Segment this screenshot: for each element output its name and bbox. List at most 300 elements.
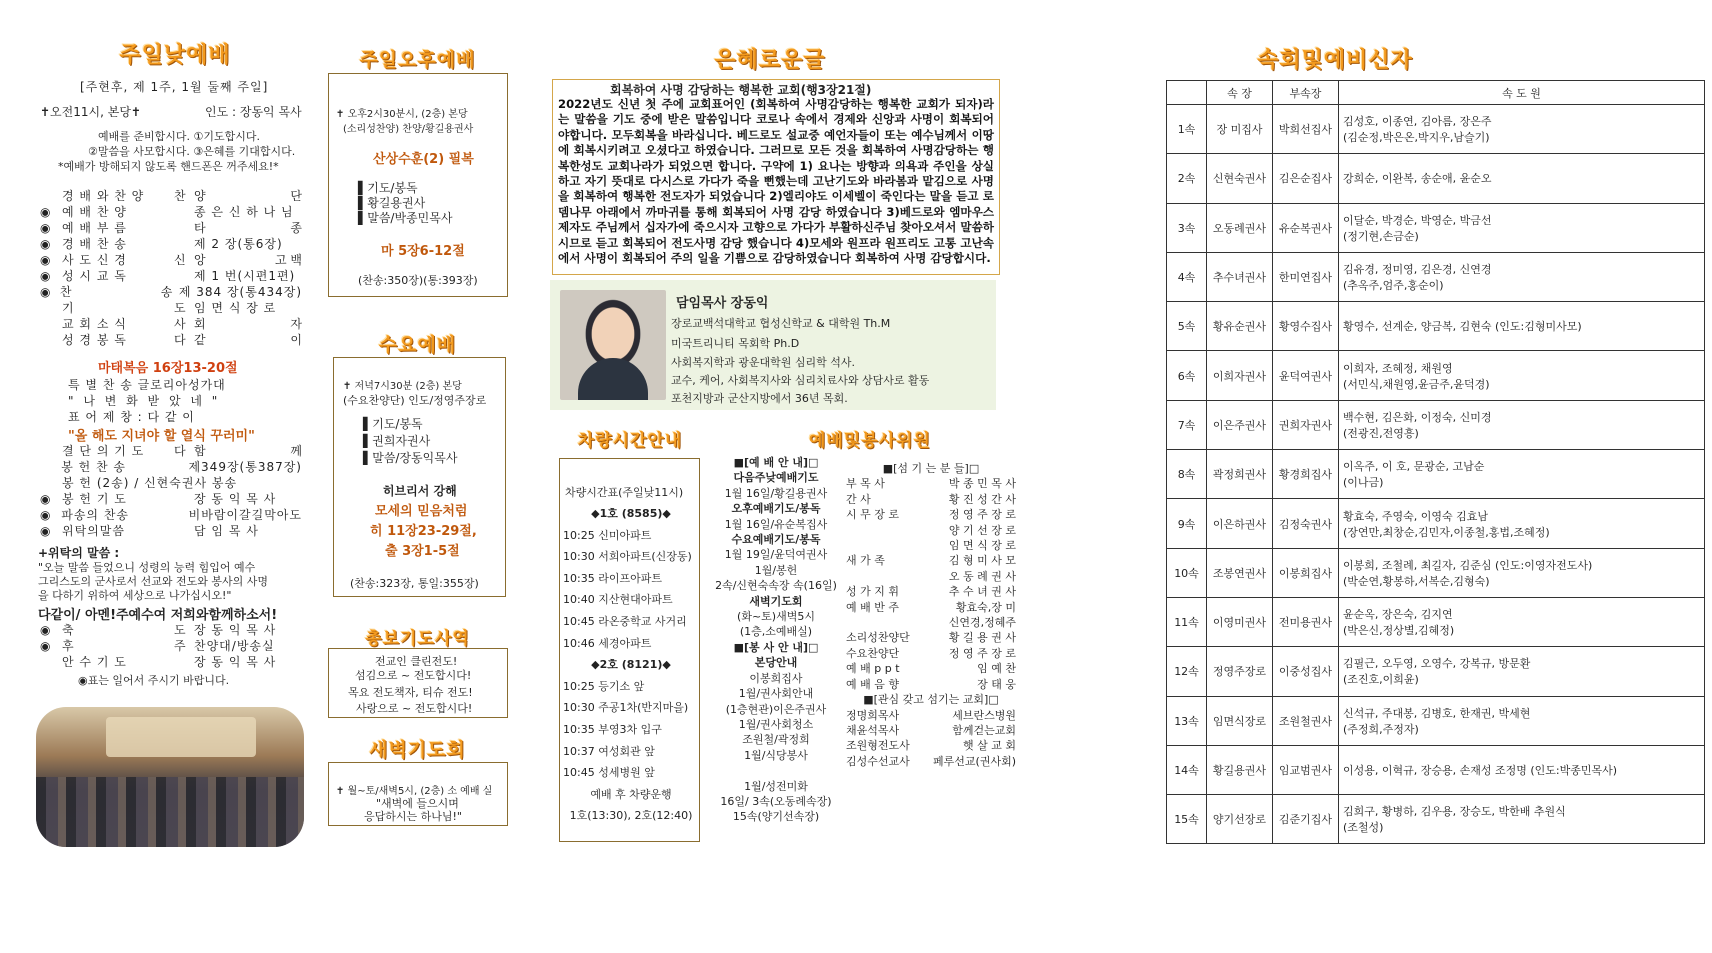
commission-line-1: "오늘 말씀 들었으니 성령의 능력 힘입어 예수	[38, 561, 256, 574]
order-sep	[174, 268, 194, 284]
cell-subleader: 황경희집사	[1273, 450, 1339, 499]
cell-members: 이봉희, 조철례, 최길자, 김준심 (인도:이영자전도사) (박순연,황봉하,서복순,김형숙)	[1339, 548, 1705, 597]
cell-subleader: 윤덕여권사	[1273, 351, 1339, 400]
service-guide-line: 1월/성전미화	[744, 779, 808, 793]
order-sep	[174, 204, 194, 220]
dawn-line-1: "새벽에 들으시며	[376, 797, 459, 810]
order-item: 축	[62, 623, 75, 637]
cell-leader: 황유순권사	[1207, 302, 1273, 351]
grace-title: 은혜로운글	[714, 48, 826, 73]
order-person: 제 1 번(시편1편)	[194, 269, 296, 283]
service-guide-line: 본당안내	[754, 656, 798, 670]
order-tail: 단	[290, 189, 302, 203]
staff-role: 간 사	[846, 492, 871, 506]
response: 다같이/ 아멘!주예수여 저희와함께하소서!	[38, 608, 278, 623]
cell-members: 윤순옥, 장은숙, 김지연 (박은신,정상별,김혜정)	[1339, 597, 1705, 646]
staff-role: 소리성찬양단	[846, 631, 910, 645]
order-person: 양	[194, 189, 207, 203]
staff-role: 예 배 반 주	[846, 600, 899, 614]
cell-members: 황효숙, 주영숙, 이영숙 김효남 (장연만,최창순,김민자,이종철,홍법,조혜정)	[1339, 499, 1705, 548]
table-row	[1167, 105, 1705, 154]
bus-stop: 10:35 부영3차 입구	[563, 722, 662, 736]
table-row	[1167, 499, 1705, 548]
order-item: 경 배 와 찬 양	[62, 189, 145, 203]
order-mark	[40, 300, 62, 316]
staff-row	[846, 708, 1016, 723]
commission-line-2: 그리스도의 군사로서 선교와 전도와 봉사의 사명	[38, 575, 269, 588]
order-row	[40, 284, 302, 300]
order-person: 담 임 목 사	[194, 524, 259, 538]
service-guide-line: 1월/식당봉사	[744, 748, 808, 762]
staff-row	[846, 600, 1016, 631]
order-item: 결 단 의 기 도	[62, 444, 145, 458]
staff-name: 햇 살 교 회	[963, 739, 1016, 753]
order-tail: 종	[290, 221, 302, 235]
cell-subleader: 이봉희집사	[1273, 548, 1339, 597]
cell-members: 신석규, 주대봉, 김병호, 한재권, 박세현 (주정희,주정자)	[1339, 696, 1705, 745]
cell-subleader: 권희자권사	[1273, 400, 1339, 449]
order-person: 타	[194, 221, 207, 235]
service-guide	[712, 455, 840, 825]
service-time: ✝오전11시, 본당✝	[40, 105, 141, 119]
evan-line-2: 섬김으로 ~ 전도합시다!	[355, 669, 472, 682]
order-tail: 께	[290, 444, 302, 458]
order-mark	[40, 443, 62, 459]
order-sep	[174, 491, 194, 507]
service-guide-line: 다음주낮예배기도	[733, 471, 819, 485]
table-row	[1167, 597, 1705, 646]
special-song: 특 별 찬 송 글로리아성가대	[68, 378, 226, 392]
order-row	[40, 332, 302, 348]
order-sep	[169, 459, 188, 475]
grace-heading: 회복하여 사명 감당하는 행복한 교회(행3장21절)	[610, 83, 872, 97]
cell-leader: 신현숙권사	[1207, 154, 1273, 203]
table-row	[1167, 400, 1705, 449]
order-row	[40, 268, 302, 284]
cell-leader: 오동례권사	[1207, 203, 1273, 252]
bus-stop: 10:46 세경아파트	[563, 636, 652, 650]
pm-item-1: ▌기도/봉독	[358, 181, 418, 195]
order-sep: 다	[174, 444, 186, 458]
cell-members: 김희구, 황병하, 김우용, 장승도, 박한배 추원식 (조철성)	[1339, 795, 1705, 844]
service-guide-line: (화~토)새벽5시	[737, 610, 815, 624]
bus-stop: 10:30 서희아파트(신장동)	[563, 550, 692, 564]
order-item: 안 수 기 도	[62, 655, 127, 669]
order-item: 봉 헌 (2송) / 신현숙권사 봉송	[62, 476, 238, 490]
table-row	[1167, 252, 1705, 301]
order-sep: 신	[174, 253, 186, 267]
prep-line-3: *예배가 방해되지 않도록 핸드폰은 꺼주세요!*	[58, 160, 279, 173]
order-sep	[174, 475, 194, 491]
order-item: 찬	[59, 285, 73, 299]
service-guide-line: 16일/ 3속(오동례속장)	[720, 794, 832, 808]
motto-label: 표 어 제 창 : 다 같 이	[68, 410, 195, 424]
service-guide-line: 1월 16일/유순복집사	[724, 517, 828, 531]
table-row	[1167, 795, 1705, 844]
order-row	[40, 523, 302, 539]
order-person: 회	[194, 317, 207, 331]
order-person: 제 384 장(통434장)	[178, 285, 302, 299]
service-guide-line: 2속/신현숙속장 속(16일)	[715, 579, 837, 593]
staff-name: 페루선교(권사회)	[933, 754, 1016, 768]
staff-name: 함께걷는교회	[952, 723, 1016, 737]
cell-no: 10속	[1167, 548, 1207, 597]
cell-no: 14속	[1167, 745, 1207, 794]
order-mark: ◉	[40, 524, 51, 538]
bus-stop: 10:37 여성회관 앞	[563, 744, 655, 758]
order-tail: 고 백	[275, 253, 302, 267]
order-person: 제 2 장(통6장)	[194, 237, 283, 251]
cell-leader: 이은주권사	[1207, 400, 1273, 449]
staff-row	[846, 754, 1016, 769]
motto: "올 해도 지녀야 할 열식 꾸러미"	[68, 429, 255, 444]
service-guide-line: 조원철/곽정희	[742, 733, 810, 747]
staff-role: 조원형전도사	[846, 739, 910, 753]
order-item: 기	[62, 301, 75, 315]
order-row	[40, 507, 302, 523]
worship-order-2	[40, 443, 302, 539]
congregation-photo	[36, 707, 304, 847]
pm-time: ✝ 오후2시30분시, (2층) 본당	[336, 109, 468, 120]
order-person: 장 동 익 목 사	[194, 623, 277, 637]
evangelism-title: 총보기도사역	[365, 629, 470, 649]
cell-group-title: 속회및예비신자	[1257, 48, 1413, 73]
cell-leader: 임면식장로	[1207, 696, 1273, 745]
order-row	[40, 654, 302, 670]
staff-name: 박 종 민 목 사	[948, 477, 1016, 491]
cell-subleader: 임교범권사	[1273, 745, 1339, 794]
wed-hymn: (찬송:323장, 통일:355장)	[350, 577, 479, 590]
cell-members: 이성용, 이혁규, 장승용, 손재성 조정명 (인도:박종민목사)	[1339, 745, 1705, 794]
order-item: 후	[62, 639, 75, 653]
staff-role: 정명희목사	[846, 708, 900, 722]
cell-no: 9속	[1167, 499, 1207, 548]
bus-stop: 10:35 라이프아파트	[563, 571, 662, 585]
order-person: 제349장(통387장)	[188, 460, 302, 474]
header-leader: 속 장	[1207, 81, 1273, 105]
cell-group-table	[1166, 80, 1705, 844]
service-guide-line: ■[봉 사 안 내]□	[733, 640, 819, 654]
cell-subleader: 박희선집사	[1273, 105, 1339, 154]
order-row	[40, 188, 302, 204]
cell-leader: 장 미집사	[1207, 105, 1273, 154]
bus-header: 차량시간표(주일낮11시)	[565, 486, 684, 499]
cell-leader: 양기선장로	[1207, 795, 1273, 844]
pm-leader: (소리성찬양) 찬양/황길용권사	[343, 124, 474, 135]
pastor-line-1: 장로교백석대학교 협성신학교 & 대학원 Th.M	[671, 317, 891, 330]
order-sep	[174, 654, 194, 670]
order-row	[40, 204, 302, 220]
order-item: 사 도 신 경	[62, 253, 127, 267]
cell-subleader: 김준기집사	[1273, 795, 1339, 844]
cell-no: 3속	[1167, 203, 1207, 252]
order-sep: 다	[174, 333, 186, 347]
bus-title: 차량시간안내	[577, 431, 683, 451]
header-members: 속 도 원	[1339, 81, 1705, 105]
order-sep	[174, 523, 194, 539]
cell-subleader: 전미용권사	[1273, 597, 1339, 646]
order-mark	[40, 188, 62, 204]
order-sep	[174, 220, 194, 236]
bus-stop: 10:45 성세병원 앞	[563, 766, 655, 780]
cell-no: 1속	[1167, 105, 1207, 154]
order-person	[194, 475, 302, 491]
order-sep: 주	[174, 639, 186, 653]
bus-stop: 예배 후 차량운행	[590, 787, 672, 801]
staff-row	[846, 584, 1016, 599]
staff-role: 예 배 음 향	[846, 677, 899, 691]
order-mark: ◉	[40, 639, 51, 653]
table-row	[1167, 203, 1705, 252]
cell-members: 백수현, 김은화, 이정숙, 신미경 (전광진,전영흥)	[1339, 400, 1705, 449]
commission-label: +위탁의 말씀 :	[38, 546, 120, 560]
cell-leader: 황길용권사	[1207, 745, 1273, 794]
staff-name: 임 예 찬	[977, 662, 1016, 676]
service-guide-line: (1층현관)이은주권사	[725, 702, 827, 716]
staff-role: 예 배 p p t	[846, 662, 900, 676]
evan-line-1: 전교인 클린전도!	[375, 655, 458, 668]
staff-row	[846, 692, 1016, 707]
order-item: 교 회 소 식	[62, 317, 127, 331]
order-item: 경 배 찬 송	[62, 237, 127, 251]
order-sep: 도	[174, 301, 186, 315]
order-row	[40, 316, 302, 332]
cell-members: 이달순, 박경순, 박영순, 박금선 (정기현,손금순)	[1339, 203, 1705, 252]
header-subleader: 부속장	[1273, 81, 1339, 105]
cell-no: 2속	[1167, 154, 1207, 203]
service-guide-line: 오후예배기도/봉독	[731, 502, 821, 516]
pm-hymn: (찬송:350장)(통:393장)	[358, 274, 478, 287]
staff-row	[846, 661, 1016, 676]
order-person: 찬양대/방송실	[194, 639, 275, 653]
pm-item-3: ▌말씀/박종민목사	[358, 211, 453, 225]
service-leader: 인도 : 장동익 목사	[205, 105, 302, 119]
staff-name: 세브란스병원	[952, 708, 1016, 722]
table-row	[1167, 302, 1705, 351]
bus-stop: 1호(13:30), 2호(12:40)	[569, 809, 693, 823]
cell-subleader: 김정숙권사	[1273, 499, 1339, 548]
staff-role: 김성수선교사	[846, 754, 910, 768]
wed-item-3: ▌말씀/장동익목사	[363, 451, 458, 465]
cell-no: 13속	[1167, 696, 1207, 745]
cell-leader: 이영미권사	[1207, 597, 1273, 646]
service-guide-line: (1층,소예배실)	[739, 625, 813, 639]
bus-schedule	[563, 503, 699, 827]
order-mark	[40, 475, 62, 491]
staff-role: 부 목 사	[846, 477, 885, 491]
table-row	[1167, 745, 1705, 794]
order-person: 앙	[194, 253, 207, 267]
service-guide-line: 1월/봉헌	[754, 563, 798, 577]
staff-name: 정 영 주 장 로 양 기 선 장 로 임 면 식 장 로	[948, 508, 1016, 553]
order-tail: 이	[290, 333, 302, 347]
cell-members: 강희순, 이완복, 송순애, 윤순오	[1339, 154, 1705, 203]
order-item: 봉 헌 기 도	[62, 492, 127, 506]
cell-no: 11속	[1167, 597, 1207, 646]
order-mark: ◉	[40, 269, 51, 283]
order-row	[40, 300, 302, 316]
order-row	[40, 252, 302, 268]
staff-role: 성 가 지 휘	[846, 585, 899, 599]
bus-stop: 10:25 등기소 앞	[563, 679, 645, 693]
worship-order	[40, 188, 302, 348]
service-staff-title: 예배및봉사위원	[809, 431, 931, 451]
staff-name: 황효숙,장 미 신연경,정혜주	[948, 600, 1016, 630]
service-guide-line: 이봉희집사	[749, 671, 803, 685]
wed-scripture-2: 출 3장1-5절	[385, 544, 460, 559]
order-item: 예 배 부 름	[62, 221, 127, 235]
order-row	[40, 491, 302, 507]
order-mark: ◉	[40, 205, 51, 219]
scripture: 마태복음 16장13-20절	[98, 361, 238, 376]
order-mark	[40, 459, 61, 475]
staff-role: 새 가 족	[846, 554, 885, 568]
staff-row	[846, 461, 1016, 476]
staff-row	[846, 677, 1016, 692]
order-person: 비바람이갈길막아도	[188, 508, 302, 522]
order-mark: ◉	[40, 508, 51, 522]
bus-stop: 10:45 라온중학교 사거리	[563, 614, 687, 628]
staff-name: 장 태 웅	[977, 677, 1016, 691]
wed-leader: (수요찬양단) 인도/정영주장로	[343, 394, 487, 407]
order-person: 장 동 익 목 사	[194, 492, 277, 506]
dawn-prayer-title: 새벽기도회	[369, 739, 466, 761]
stand-note: ◉표는 일어서 주시기 바랍니다.	[78, 674, 230, 687]
order-person: 함	[194, 444, 207, 458]
service-guide-line: 새벽기도회	[749, 594, 803, 608]
staff-role: ■[섬 기 는 분 들]□	[882, 462, 980, 475]
bus-stop: 10:30 주공1차(반지마을)	[563, 701, 689, 715]
staff-row	[846, 492, 1016, 507]
order-sep	[169, 507, 188, 523]
order-tail: 자	[290, 317, 302, 331]
prep-line-1: 예배를 준비합시다. ①기도합시다.	[98, 130, 260, 143]
staff-role: 수요찬양단	[846, 646, 900, 660]
evan-line-4: 사랑으로 ~ 전도합시다!	[356, 702, 473, 715]
cell-leader: 정영주장로	[1207, 647, 1273, 696]
sunday-service-title: 주일낮예배	[119, 43, 231, 68]
pm-scripture: 마 5장6-12절	[381, 244, 465, 259]
cell-subleader: 황영수집사	[1273, 302, 1339, 351]
order-sep: 도	[174, 623, 186, 637]
staff-row	[846, 630, 1016, 645]
staff-row	[846, 738, 1016, 753]
staff-name: 황 진 성 간 사	[948, 492, 1016, 506]
order-mark	[40, 332, 62, 348]
order-sep	[174, 236, 194, 252]
pastor-photo	[560, 290, 666, 400]
cell-members: 이희자, 조혜정, 채원영 (서민식,채원영,윤금주,윤덕경)	[1339, 351, 1705, 400]
staff-row	[846, 723, 1016, 738]
service-guide-line: 1월 19일/윤덕여권사	[724, 548, 828, 562]
order-item: 위탁의말씀	[62, 524, 125, 538]
wed-series: 히브리서 강해	[383, 484, 457, 498]
cell-no: 8속	[1167, 450, 1207, 499]
wed-item-2: ▌권희자권사	[363, 434, 431, 448]
cell-leader: 추수녀권사	[1207, 252, 1273, 301]
order-person: 종 은 신 하 나 님	[194, 205, 294, 219]
special-song-title: " 나 변 화 받 았 네 "	[68, 394, 221, 408]
order-item: 파송의 찬송	[61, 508, 130, 522]
staff-list	[846, 461, 1016, 769]
order-row	[40, 236, 302, 252]
staff-name: 정 영 주 장 로	[948, 646, 1016, 660]
order-row	[40, 638, 302, 654]
staff-row	[846, 646, 1016, 661]
dawn-line-2: 응답하시는 하나님!"	[364, 810, 462, 823]
cell-no: 7속	[1167, 400, 1207, 449]
staff-role: 시 무 장 로	[846, 508, 899, 522]
order-mark: ◉	[40, 221, 51, 235]
order-row	[40, 475, 302, 491]
cell-no: 15속	[1167, 795, 1207, 844]
cell-leader: 조봉연권사	[1207, 548, 1273, 597]
service-guide-line: 1월/권사회청소	[738, 717, 814, 731]
table-row	[1167, 548, 1705, 597]
bus-stop: 10:25 신미아파트	[563, 528, 652, 542]
cell-subleader: 조원철권사	[1273, 696, 1339, 745]
order-person: 장 동 익 목 사	[194, 655, 277, 669]
staff-name: 추 수 녀 권 사	[948, 585, 1016, 599]
wed-scripture: 히 11장23-29절,	[370, 524, 477, 539]
wed-sermon: 모세의 믿음처럼	[375, 504, 468, 519]
cell-subleader: 이중성집사	[1273, 647, 1339, 696]
cell-members: 이옥주, 이 호, 문광순, 고남순 (이나금)	[1339, 450, 1705, 499]
order-item: 봉 헌 찬 송	[61, 460, 127, 474]
table-row	[1167, 450, 1705, 499]
staff-row	[846, 507, 1016, 553]
table-row	[1167, 351, 1705, 400]
order-row	[40, 459, 302, 475]
service-guide-line: 수요예배기도/봉독	[731, 533, 821, 547]
order-sep: 찬	[174, 189, 186, 203]
order-item: 성 경 봉 독	[62, 333, 127, 347]
evan-line-3: 목요 전도책자, 티슈 전도!	[348, 686, 473, 699]
wed-item-1: ▌기도/봉독	[363, 417, 423, 431]
order-mark	[40, 316, 62, 332]
service-guide-line: 1월 16일/황길용권사	[724, 486, 828, 500]
cell-subleader: 한미연집사	[1273, 252, 1339, 301]
table-row	[1167, 696, 1705, 745]
table-header-row	[1167, 81, 1705, 105]
pm-sermon-title: 산상수훈(2) 필복	[373, 152, 474, 167]
cell-leader: 이은하권사	[1207, 499, 1273, 548]
cell-leader: 곽정희권사	[1207, 450, 1273, 499]
pastor-line-2: 미국트리니티 목회학 Ph.D	[671, 337, 800, 350]
service-guide-line: ■[예 배 안 내]□	[733, 456, 819, 469]
service-guide-line: 15속(양기선속장)	[732, 810, 820, 824]
order-mark: ◉	[40, 237, 51, 251]
staff-name: 김 형 미 사 모 오 동 례 권 사	[948, 554, 1016, 583]
sunday-date: [주현후, 제 1주, 1월 둘째 주일]	[80, 80, 269, 94]
grace-text: 2022년도 신년 첫 주에 교회표어인 (회복하여 사명감당하는 행복한 교회가 되자)라는 말씀을 기도 중에 받은 말씀입니다 코로나 속에서 경제와 신앙과 사명이 회복되어야합니다. 모두회복을 바라십니다. 베드로도 설교중 예언자들이 또는 예수님께서 이땅에 회복시키려고 오셨다고 하였습니다. 그러므로 모든 것을 회복하여 사명감당하는 행복한성도 교회나라가 되었으면 합니다. 구약에 1) 요나는 방향과 의욕과 주인을 상실하고 자기 뜻대로 다시스로 가다가 죽을 뻔했는데 고난기도와 바라봄과 맡김으로 사명을 회복하여 행복한 전도자가 되었습니다 2)엘리야도 이세벨이 죽인다는 말을 듣고 로뎀나무 아래에서 까마귀를 통해 회복되어 사명 감당 하였습니다 3)베드로와 엠마우스 제자도 주님께서 십자가에 죽으시자 고향으로 가다가 부활하신주님 찾아오셔서 말씀하시므로 듣고 회복되어 전도사명 감당 했습니다 4)모세와 원프라 원프리도 고통 고난속에서 사명이 회복되어 주의 일을 기쁨으로 감당하였습니다 회복하여 사명 감당합시다.	[558, 97, 994, 266]
pastor-line-4: 교수, 케어, 사회복지사와 심리치료사와 상담사로 활동	[671, 374, 930, 387]
order-mark: ◉	[40, 623, 51, 637]
order-row	[40, 443, 302, 459]
staff-row	[846, 553, 1016, 584]
bus-stop: ◆1호 (8585)◆	[591, 507, 671, 520]
order-mark: ◉	[40, 492, 51, 506]
pastor-title: 담임목사 장동익	[676, 296, 769, 311]
bus-stop: 10:40 지산현대아파트	[563, 593, 673, 607]
commission-line-3: 을 다하기 위하여 세상으로 나가십시오!"	[38, 589, 232, 602]
staff-name: 황 길 용 권 사	[948, 631, 1016, 645]
order-row	[40, 622, 302, 638]
cell-subleader: 김은순집사	[1273, 154, 1339, 203]
order-person: 같	[194, 333, 207, 347]
service-guide-line	[712, 763, 840, 778]
cell-members: 황영수, 선계순, 양금복, 김현숙 (인도:김형미사모)	[1339, 302, 1705, 351]
